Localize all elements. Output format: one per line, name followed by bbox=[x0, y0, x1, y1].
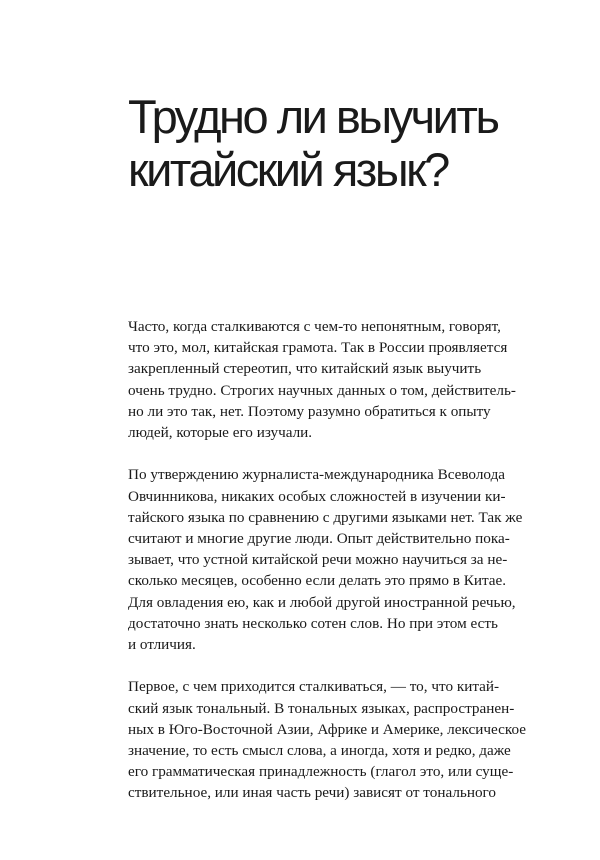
text-line: ных в Юго-Восточной Азии, Африке и Америке, лексическое bbox=[128, 720, 526, 738]
text-line: что это, мол, китайская грамота. Так в России проявляется bbox=[128, 339, 508, 357]
paragraph-2 bbox=[128, 464, 528, 655]
chapter-title-line: китайский язык? bbox=[128, 143, 448, 196]
text-line: значение, то есть смысл слова, а иногда, хотя и редко, даже bbox=[128, 742, 511, 760]
paragraph-1 bbox=[128, 316, 528, 443]
text-line: очень трудно. Строгих научных данных о том, действитель- bbox=[128, 381, 516, 399]
text-line: По утверждению журналиста-международника Всеволода bbox=[128, 466, 506, 484]
chapter-title-line: Трудно ли выучить bbox=[128, 90, 498, 143]
text-line: сколько месяцев, особенно если делать это прямо в Китае. bbox=[128, 572, 507, 590]
text-line: Первое, с чем приходится сталкиваться, — то, что китай- bbox=[128, 678, 500, 696]
text-line: но ли это так, нет. Поэтому разумно обратиться к опыту bbox=[128, 402, 491, 420]
text-line: считают и многие другие люди. Опыт действительно пока- bbox=[128, 530, 510, 548]
text-line: Для овладения ею, как и любой другой иностранной речью, bbox=[128, 593, 516, 611]
text-line: тайского языка по сравнению с другими языками нет. Так же bbox=[128, 508, 523, 526]
text-line: людей, которые его изучали. bbox=[128, 424, 313, 442]
text-line: Часто, когда сталкиваются с чем-то непонятным, говорят, bbox=[128, 318, 501, 335]
text-line: ский язык тональный. В тональных языках, распространен- bbox=[128, 699, 515, 717]
text-line: ствительное, или иная часть речи) зависят от тонального bbox=[128, 784, 496, 802]
chapter-title bbox=[128, 90, 568, 196]
paragraph-3 bbox=[128, 676, 528, 803]
body-text bbox=[128, 316, 528, 825]
text-line: закрепленный стереотип, что китайский язык выучить bbox=[128, 360, 482, 378]
text-line: Овчинникова, никаких особых сложностей в изучении ки- bbox=[128, 487, 506, 505]
text-line: зывает, что устной китайской речи можно научиться за не- bbox=[128, 551, 508, 569]
text-line: и отличия. bbox=[128, 636, 196, 654]
text-line: достаточно знать несколько сотен слов. Но при этом есть bbox=[128, 614, 498, 632]
text-line: его грамматическая принадлежность (глагол это, или суще- bbox=[128, 763, 514, 781]
